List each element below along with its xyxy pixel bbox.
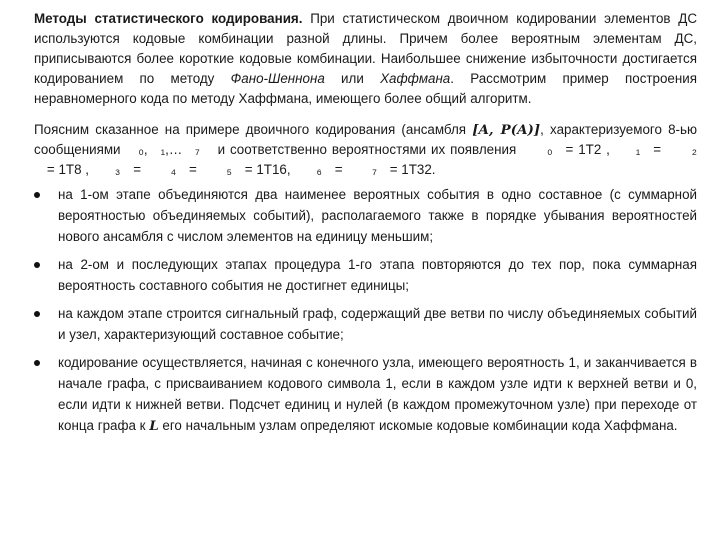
list-item: [34, 352, 697, 437]
variable-l: L: [149, 418, 159, 435]
list-item: [34, 184, 697, 247]
list-item-text: на каждом этапе строится сигнальный граф, содержащий две ветви по числу объединяемых событий и узел, характеризующий составное событие;: [58, 306, 697, 343]
list-item-text: на 2-ом и последующих этапах процедура 1-го этапа повторяются до тех пор, пока суммарная вероятность составного события не достигнет единицы;: [58, 257, 697, 294]
messages-formula: ᅟ₀,ᅟ₁,…ᅟ₇ᅟ: [125, 142, 213, 158]
example-text-2: , характеризуемого 8-ью сообщениями: [34, 121, 698, 158]
algorithm-steps-list: [34, 184, 697, 437]
list-item-text: на 1-ом этапе объединяются два наименее вероятных события в одно составное (с суммарной вероятностью объединяемых событий), располагаемого также в порядке убывания вероятностей нового ансамбля с числом элементов на единицу меньшим;: [58, 187, 697, 245]
example-paragraph: [34, 120, 697, 181]
ensemble-formula: [A, P(A)]: [472, 121, 541, 138]
intro-text-2: или: [324, 70, 381, 86]
probabilities-formula: ᅟᅟ₀ᅟ= 1Т2 ,ᅟᅟ₁ᅟ= ᅟᅟ₂ᅟ= 1Т8 ,ᅟᅟ₃ᅟ= ᅟᅟ₄ᅟ= ᅟᅟ₅ᅟ= 1Т16,ᅟᅟ₆ᅟ= ᅟᅟ₇ᅟ= 1Т32.: [34, 142, 697, 178]
intro-text-3: . Рассмотрим пример построения неравномерного кода по методу Хаффмана, имеющего более общий алгоритм.: [34, 70, 697, 106]
intro-text-1: При статистическом двоичном кодировании элементов ДС используются кодовые комбинации разной длины. Причем более вероятным элементам ДС, приписываются более короткие кодовые комбинации. Наибольшее снижение избыточности достигается кодированием по методу: [34, 11, 697, 86]
example-text-1: Поясним сказанное на примере двоичного кодирования (ансамбля: [34, 121, 473, 137]
list-item-text-end: его начальным узлам определяют искомые кодовые комбинации кода Хаффмана.: [158, 418, 678, 434]
intro-paragraph: [34, 9, 697, 109]
bullet-dot-icon: [34, 311, 40, 317]
list-item: [34, 254, 697, 296]
list-item-text-start: кодирование осуществляется, начиная с конечного узла, имеющего вероятность 1, и заканчивается в начале графа, с присваиванием кодового символа 1, если в каждом узле идти к верхней ветви и 0, если идти к нижней ветви. Подсчет единиц и нулей (в каждом промежуточном узле) при переходе от конца графа к: [58, 355, 697, 434]
section-heading: Методы статистического кодирования.: [34, 11, 303, 26]
fano-shannon-term: Фано-Шеннона: [230, 70, 325, 86]
bullet-dot-icon: [34, 360, 40, 366]
example-text-3: и соответственно вероятностями их появления: [212, 142, 522, 158]
bullet-dot-icon: [34, 192, 40, 198]
huffman-term: Хаффмана: [380, 70, 451, 86]
list-item: [34, 303, 697, 345]
bullet-dot-icon: [34, 262, 40, 268]
